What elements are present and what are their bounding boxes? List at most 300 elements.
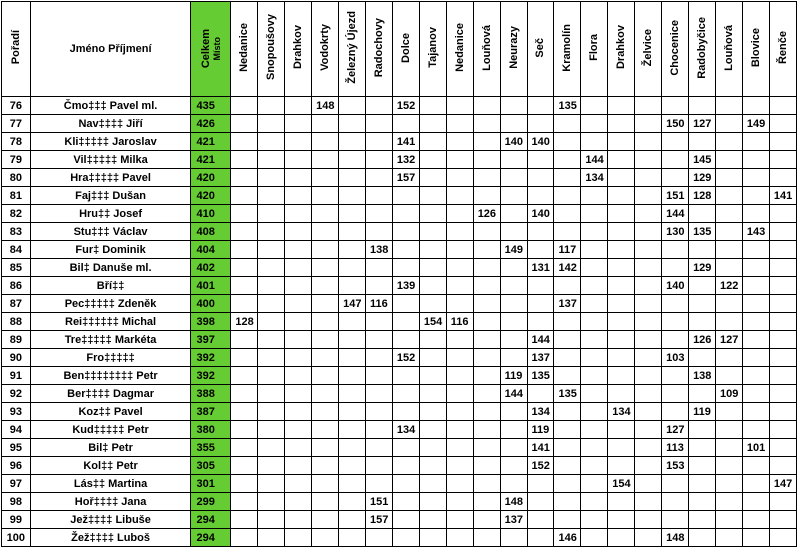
score-cell (715, 187, 742, 205)
score-cell (392, 295, 419, 313)
score-cell (366, 133, 393, 151)
score-cell (473, 367, 500, 385)
score-cell (581, 421, 608, 439)
rank-cell: 79 (2, 151, 31, 169)
rank-cell: 81 (2, 187, 31, 205)
score-cell (635, 313, 662, 331)
table-row (2, 187, 797, 205)
score-cell: 138 (689, 367, 716, 385)
score-cell (554, 331, 581, 349)
score-cell (339, 151, 366, 169)
total-cell: 392 (191, 367, 231, 385)
score-cell (635, 97, 662, 115)
score-cell (769, 295, 796, 313)
score-cell (500, 277, 527, 295)
race-header: Nedanice (231, 2, 258, 97)
score-cell (635, 367, 662, 385)
score-cell: 131 (527, 259, 554, 277)
score-cell: 140 (527, 205, 554, 223)
score-cell (662, 241, 689, 259)
score-cell (581, 385, 608, 403)
rank-cell: 93 (2, 403, 31, 421)
name-cell: Koz‡‡ Pavel (30, 403, 191, 421)
score-cell (312, 259, 339, 277)
score-cell (339, 367, 366, 385)
race-header: Kramolín (554, 2, 581, 97)
score-cell (285, 133, 312, 151)
score-cell (446, 295, 473, 313)
score-cell (392, 313, 419, 331)
score-cell (500, 115, 527, 133)
rank-cell: 84 (2, 241, 31, 259)
score-cell (554, 367, 581, 385)
score-cell: 140 (500, 133, 527, 151)
score-cell (554, 115, 581, 133)
score-cell (392, 385, 419, 403)
score-cell: 135 (527, 367, 554, 385)
total-cell: 420 (191, 187, 231, 205)
score-cell (312, 511, 339, 529)
score-cell (366, 367, 393, 385)
score-cell (258, 223, 285, 241)
score-cell (312, 367, 339, 385)
score-cell (500, 259, 527, 277)
score-cell (554, 223, 581, 241)
score-cell (742, 529, 769, 547)
score-cell (473, 421, 500, 439)
score-cell (285, 331, 312, 349)
total-cell: 294 (191, 529, 231, 547)
score-cell (419, 421, 446, 439)
score-cell (339, 97, 366, 115)
score-cell (500, 349, 527, 367)
score-cell (258, 439, 285, 457)
score-cell (662, 259, 689, 277)
score-cell (715, 439, 742, 457)
score-cell (366, 457, 393, 475)
table-row (2, 475, 797, 493)
score-cell (339, 529, 366, 547)
score-cell (366, 151, 393, 169)
score-cell (635, 169, 662, 187)
score-cell (473, 223, 500, 241)
score-cell (285, 349, 312, 367)
score-cell (554, 313, 581, 331)
score-cell (231, 133, 258, 151)
score-cell (527, 277, 554, 295)
score-cell (689, 241, 716, 259)
score-cell: 103 (662, 349, 689, 367)
score-cell (715, 151, 742, 169)
score-cell (635, 259, 662, 277)
race-header: Snopoušovy (258, 2, 285, 97)
score-cell (742, 403, 769, 421)
score-cell (392, 457, 419, 475)
score-cell: 129 (689, 259, 716, 277)
score-cell (312, 475, 339, 493)
score-cell (689, 421, 716, 439)
score-cell (635, 457, 662, 475)
score-cell (635, 205, 662, 223)
score-cell (285, 97, 312, 115)
score-cell (231, 187, 258, 205)
name-cell: Bil‡ Petr (30, 439, 191, 457)
score-cell (392, 475, 419, 493)
score-cell (231, 385, 258, 403)
score-cell (715, 205, 742, 223)
score-cell (419, 493, 446, 511)
score-cell (715, 259, 742, 277)
score-cell: 141 (769, 187, 796, 205)
score-cell (527, 493, 554, 511)
score-cell (231, 493, 258, 511)
score-cell (419, 349, 446, 367)
score-cell: 148 (662, 529, 689, 547)
score-cell (635, 439, 662, 457)
race-header: Radobyčice (689, 2, 716, 97)
score-cell (446, 277, 473, 295)
score-cell (554, 439, 581, 457)
score-cell (608, 97, 635, 115)
score-cell (285, 367, 312, 385)
score-cell (231, 457, 258, 475)
score-cell (285, 529, 312, 547)
score-cell (231, 223, 258, 241)
table-row (2, 529, 797, 547)
score-cell: 128 (231, 313, 258, 331)
score-cell (339, 133, 366, 151)
name-cell: Faj‡‡‡ Dušan (30, 187, 191, 205)
score-cell (715, 313, 742, 331)
score-cell: 144 (662, 205, 689, 223)
name-cell: Ber‡‡‡‡ Dagmar (30, 385, 191, 403)
score-cell (285, 259, 312, 277)
score-cell (231, 205, 258, 223)
score-cell (581, 313, 608, 331)
score-cell (419, 241, 446, 259)
score-cell (258, 421, 285, 439)
score-cell (635, 241, 662, 259)
score-cell (419, 205, 446, 223)
name-cell: Kol‡‡ Petr (30, 457, 191, 475)
score-cell (473, 529, 500, 547)
score-cell (231, 367, 258, 385)
score-cell (742, 277, 769, 295)
score-cell (339, 313, 366, 331)
score-cell (312, 439, 339, 457)
score-cell (258, 403, 285, 421)
total-cell: 426 (191, 115, 231, 133)
score-cell: 144 (500, 385, 527, 403)
score-cell (635, 295, 662, 313)
score-cell (689, 295, 716, 313)
score-cell (419, 439, 446, 457)
table-row (2, 259, 797, 277)
race-header: Nedanice (446, 2, 473, 97)
rank-cell: 87 (2, 295, 31, 313)
score-cell (662, 403, 689, 421)
score-cell: 134 (608, 403, 635, 421)
score-cell (312, 241, 339, 259)
score-cell (312, 277, 339, 295)
race-header: Drahkov (608, 2, 635, 97)
score-cell (473, 403, 500, 421)
score-cell (527, 241, 554, 259)
total-cell: 421 (191, 133, 231, 151)
score-cell (419, 277, 446, 295)
score-cell (715, 349, 742, 367)
score-cell (742, 475, 769, 493)
name-cell: Hru‡‡ Josef (30, 205, 191, 223)
name-cell: Nav‡‡‡‡ Jiří (30, 115, 191, 133)
rank-cell: 98 (2, 493, 31, 511)
score-cell (554, 403, 581, 421)
score-cell (312, 493, 339, 511)
score-cell (339, 187, 366, 205)
score-cell (339, 349, 366, 367)
score-cell (366, 529, 393, 547)
score-cell (635, 349, 662, 367)
score-cell (339, 115, 366, 133)
score-cell (742, 385, 769, 403)
score-cell (446, 385, 473, 403)
score-cell (689, 475, 716, 493)
table-row (2, 223, 797, 241)
score-cell (689, 277, 716, 295)
score-cell (500, 187, 527, 205)
score-cell (527, 151, 554, 169)
score-cell (258, 385, 285, 403)
results-table (1, 1, 797, 547)
score-cell (527, 475, 554, 493)
score-cell (608, 259, 635, 277)
score-cell (231, 403, 258, 421)
score-cell (527, 385, 554, 403)
score-cell (662, 385, 689, 403)
score-cell (715, 511, 742, 529)
score-cell (312, 529, 339, 547)
rank-cell: 92 (2, 385, 31, 403)
score-cell (366, 313, 393, 331)
score-cell (689, 349, 716, 367)
table-row (2, 439, 797, 457)
score-cell (231, 115, 258, 133)
score-cell: 137 (527, 349, 554, 367)
score-cell (258, 511, 285, 529)
score-cell (769, 115, 796, 133)
score-cell (608, 313, 635, 331)
score-cell: 129 (689, 169, 716, 187)
score-cell (231, 295, 258, 313)
score-cell (554, 151, 581, 169)
score-cell (258, 349, 285, 367)
score-cell: 137 (500, 511, 527, 529)
score-cell (419, 151, 446, 169)
score-cell (608, 187, 635, 205)
score-cell: 157 (392, 169, 419, 187)
score-cell (527, 313, 554, 331)
table-row (2, 511, 797, 529)
score-cell (500, 331, 527, 349)
race-header: Dolce (392, 2, 419, 97)
score-cell (581, 277, 608, 295)
score-cell (285, 115, 312, 133)
score-cell (608, 529, 635, 547)
score-cell (608, 439, 635, 457)
score-cell (312, 205, 339, 223)
rank-cell: 96 (2, 457, 31, 475)
score-cell (500, 421, 527, 439)
score-cell (258, 313, 285, 331)
table-row (2, 133, 797, 151)
score-cell (419, 133, 446, 151)
score-cell (312, 331, 339, 349)
score-cell (581, 223, 608, 241)
name-cell: Tre‡‡‡‡‡ Markéta (30, 331, 191, 349)
score-cell (446, 331, 473, 349)
score-cell (285, 169, 312, 187)
score-cell (769, 223, 796, 241)
score-cell (339, 331, 366, 349)
score-cell (392, 439, 419, 457)
score-cell (366, 169, 393, 187)
score-cell (608, 367, 635, 385)
score-cell (419, 259, 446, 277)
race-header: Blovice (742, 2, 769, 97)
score-cell (312, 385, 339, 403)
score-cell (285, 295, 312, 313)
score-cell (581, 133, 608, 151)
score-cell (715, 223, 742, 241)
score-cell: 126 (473, 205, 500, 223)
score-cell: 116 (366, 295, 393, 313)
score-cell (500, 223, 527, 241)
score-cell (473, 259, 500, 277)
score-cell: 142 (554, 259, 581, 277)
score-cell (312, 421, 339, 439)
score-cell (473, 511, 500, 529)
score-cell (769, 439, 796, 457)
score-cell: 117 (554, 241, 581, 259)
score-cell (635, 529, 662, 547)
score-cell: 146 (554, 529, 581, 547)
score-cell (446, 529, 473, 547)
score-cell (742, 295, 769, 313)
table-row (2, 403, 797, 421)
score-cell (446, 133, 473, 151)
total-cell: 355 (191, 439, 231, 457)
score-cell (715, 403, 742, 421)
score-cell (581, 115, 608, 133)
score-cell (742, 313, 769, 331)
score-cell (500, 403, 527, 421)
score-cell (662, 295, 689, 313)
score-cell (231, 421, 258, 439)
score-cell: 135 (554, 385, 581, 403)
table-body (2, 97, 797, 547)
score-cell: 126 (689, 331, 716, 349)
score-cell (581, 97, 608, 115)
race-header: Tajanov (419, 2, 446, 97)
score-cell (339, 493, 366, 511)
score-cell (608, 349, 635, 367)
table-row (2, 421, 797, 439)
score-cell (608, 169, 635, 187)
score-cell (366, 115, 393, 133)
rank-cell: 77 (2, 115, 31, 133)
score-cell (231, 259, 258, 277)
table-row (2, 385, 797, 403)
score-cell (500, 169, 527, 187)
score-cell (419, 511, 446, 529)
score-cell (339, 511, 366, 529)
score-cell (662, 313, 689, 331)
score-cell (527, 295, 554, 313)
score-cell (392, 223, 419, 241)
score-cell (742, 187, 769, 205)
score-cell: 139 (392, 277, 419, 295)
score-cell (419, 475, 446, 493)
score-cell (231, 277, 258, 295)
score-cell (581, 529, 608, 547)
score-cell: 141 (392, 133, 419, 151)
score-cell: 147 (769, 475, 796, 493)
score-cell (742, 205, 769, 223)
table-row (2, 277, 797, 295)
score-cell: 119 (500, 367, 527, 385)
score-cell: 127 (689, 115, 716, 133)
score-cell (742, 97, 769, 115)
total-cell: 397 (191, 331, 231, 349)
score-cell: 101 (742, 439, 769, 457)
score-cell (635, 511, 662, 529)
name-cell: Hoř‡‡‡‡ Jana (30, 493, 191, 511)
race-header: Seč (527, 2, 554, 97)
score-cell (312, 223, 339, 241)
total-cell: 400 (191, 295, 231, 313)
score-cell (769, 313, 796, 331)
score-cell (258, 331, 285, 349)
score-cell (689, 313, 716, 331)
rank-cell: 89 (2, 331, 31, 349)
total-header-label: Celkem (199, 29, 212, 69)
score-cell: 149 (500, 241, 527, 259)
race-header: Vodokrty (312, 2, 339, 97)
rank-cell: 78 (2, 133, 31, 151)
table-row (2, 151, 797, 169)
score-cell (769, 205, 796, 223)
name-cell: Fur‡ Dominik (30, 241, 191, 259)
total-cell: 420 (191, 169, 231, 187)
score-cell (581, 205, 608, 223)
score-cell (500, 313, 527, 331)
total-cell: 421 (191, 151, 231, 169)
score-cell (285, 223, 312, 241)
score-cell (742, 169, 769, 187)
score-cell: 119 (527, 421, 554, 439)
score-cell (662, 151, 689, 169)
score-cell (446, 151, 473, 169)
score-cell (419, 97, 446, 115)
score-cell (500, 475, 527, 493)
score-cell (689, 439, 716, 457)
score-cell (554, 133, 581, 151)
score-cell (473, 151, 500, 169)
score-cell (581, 259, 608, 277)
score-cell (554, 421, 581, 439)
score-cell (258, 205, 285, 223)
score-cell: 143 (742, 223, 769, 241)
